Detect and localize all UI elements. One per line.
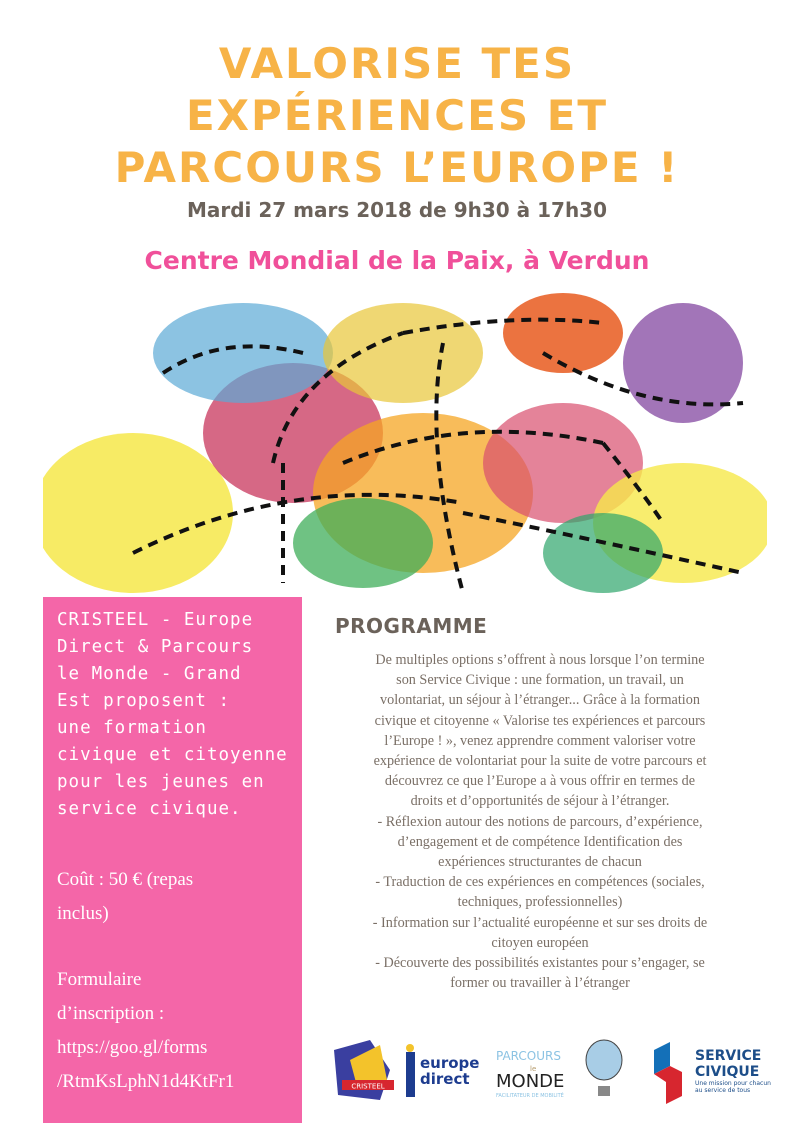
programme-line: - Réflexion autour des notions de parcours, d’expérience, bbox=[377, 813, 703, 830]
programme-line: l’Europe ! », venez apprendre comment valoriser votre bbox=[384, 732, 696, 749]
service-civique-logo bbox=[654, 1042, 771, 1104]
svg-text:au service de tous: au service de tous bbox=[695, 1087, 751, 1094]
programme-line: volontariat, un séjour à l’étranger... Grâce à la formation bbox=[380, 692, 700, 709]
parcours-le-monde-logo bbox=[496, 1040, 622, 1099]
svg-text:europe: europe bbox=[420, 1054, 480, 1072]
programme-line: citoyen européen bbox=[491, 934, 589, 951]
svg-text:direct: direct bbox=[420, 1070, 470, 1088]
programme-line: - Traduction de ces expériences en compétences (sociales, bbox=[375, 874, 705, 891]
intro-line: le Monde - Grand bbox=[57, 664, 242, 684]
intro-line: Est proposent : bbox=[57, 691, 231, 711]
form-line: d’inscription : bbox=[57, 1003, 165, 1024]
svg-text:PARCOURS: PARCOURS bbox=[496, 1049, 561, 1063]
europe-direct-logo bbox=[406, 1044, 479, 1097]
cost-line: Coût : 50 € (repas bbox=[57, 869, 194, 890]
svg-text:SERVICE: SERVICE bbox=[695, 1048, 762, 1064]
partner-logos bbox=[330, 1030, 794, 1110]
programme-line: droits et d’opportunités de séjour à l’étranger. bbox=[410, 793, 670, 810]
cost-line: inclus) bbox=[57, 903, 109, 924]
intro-line: une formation bbox=[57, 718, 207, 738]
svg-text:FACILITATEUR DE MOBILITÉ: FACILITATEUR DE MOBILITÉ bbox=[496, 1093, 564, 1099]
event-date: Mardi 27 mars 2018 de 9h30 à 17h30 bbox=[186, 198, 608, 222]
intro-line: service civique. bbox=[57, 799, 242, 819]
form-line: Formulaire bbox=[57, 969, 142, 990]
programme-line: découvrez ce que l’Europe a à vous offrir en termes de bbox=[384, 773, 696, 790]
svg-text:CIVIQUE: CIVIQUE bbox=[695, 1064, 760, 1080]
programme-body bbox=[318, 650, 762, 993]
title-line: EXPÉRIENCES ET bbox=[185, 91, 609, 140]
event-place: Centre Mondial de la Paix, à Verdun bbox=[144, 246, 650, 275]
title-line: PARCOURS L’EUROPE ! bbox=[114, 143, 680, 192]
programme-line: techniques, professionnelles) bbox=[457, 894, 623, 911]
cristeel-logo bbox=[334, 1040, 394, 1100]
sidebar-info-box bbox=[43, 597, 302, 1123]
registration-form bbox=[57, 963, 288, 1099]
intro-text bbox=[57, 607, 288, 823]
intro-line: CRISTEEL - Europe bbox=[57, 610, 254, 630]
programme-line: son Service Civique : une formation, un travail, un bbox=[396, 672, 684, 689]
programme-line: expérience de volontariat pour la suite de votre parcours et bbox=[373, 753, 707, 770]
watercolor-map-image bbox=[43, 293, 767, 597]
logos-svg bbox=[330, 1030, 794, 1110]
poster-title bbox=[0, 38, 794, 194]
programme-line: civique et citoyenne « Valorise tes expériences et parcours bbox=[374, 712, 706, 729]
svg-text:CRISTEEL: CRISTEEL bbox=[351, 1082, 385, 1091]
intro-line: Direct & Parcours bbox=[57, 637, 254, 657]
intro-line: civique et citoyenne bbox=[57, 745, 288, 765]
svg-text:MONDE: MONDE bbox=[496, 1071, 565, 1092]
form-link[interactable]: /RtmKsLphN1d4KtFr1 bbox=[57, 1071, 235, 1092]
cost-text bbox=[57, 863, 288, 931]
intro-line: pour les jeunes en bbox=[57, 772, 265, 792]
programme-line: expériences structurantes de chacun bbox=[438, 854, 642, 871]
svg-text:Une mission pour chacun: Une mission pour chacun bbox=[695, 1080, 771, 1087]
programme-line: - Découverte des possibilités existantes pour s’engager, se bbox=[375, 955, 705, 972]
programme-line: - Information sur l’actualité européenne et sur ses droits de bbox=[372, 914, 708, 931]
programme-heading: PROGRAMME bbox=[335, 614, 488, 638]
form-link[interactable]: https://goo.gl/forms bbox=[57, 1037, 208, 1058]
programme-line: former ou travailler à l’étranger bbox=[450, 975, 630, 992]
programme-line: d’engagement et de compétence Identification des bbox=[397, 833, 683, 850]
programme-line: De multiples options s’offrent à nous lorsque l’on termine bbox=[375, 652, 705, 668]
svg-text:le: le bbox=[530, 1065, 537, 1073]
title-line: VALORISE TES bbox=[218, 39, 576, 88]
